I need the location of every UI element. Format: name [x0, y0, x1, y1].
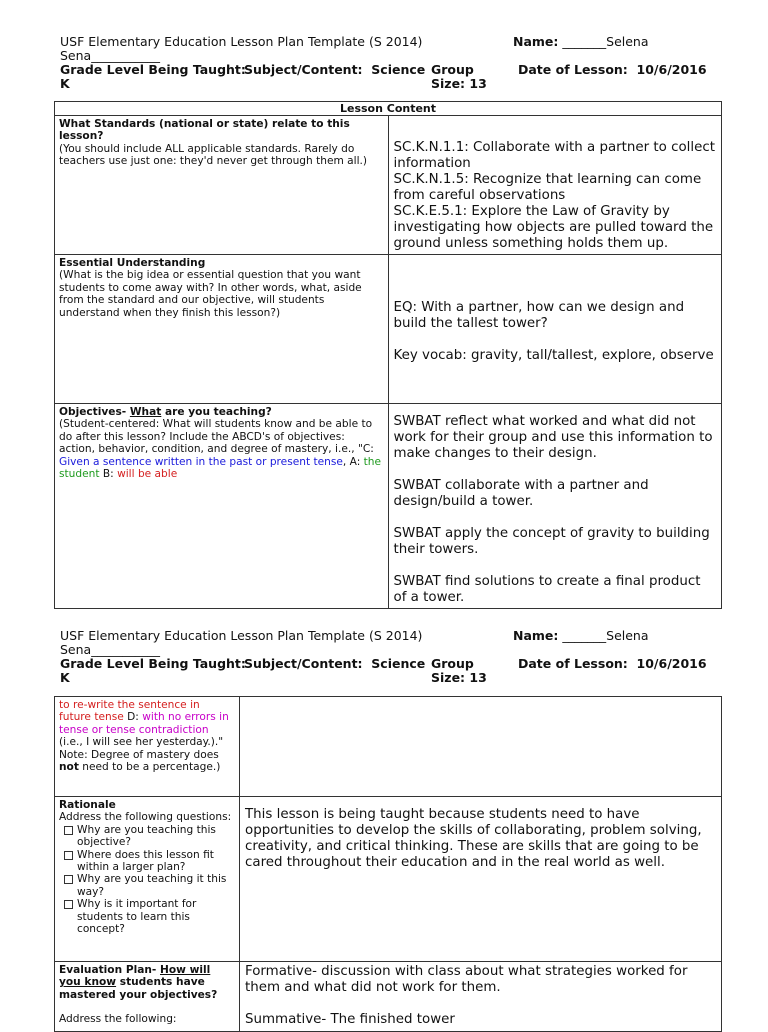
essential-title: Essential Understanding [59, 257, 206, 269]
group-size: Group Size: 13 [431, 656, 487, 685]
standards-title: What Standards (national or state) relate to this lesson? [59, 118, 350, 143]
rationale-title: Rationale [59, 799, 116, 811]
lesson-info-row [60, 657, 720, 685]
standard-item: SC.K.N.1.1: Collaborate with a partner to collect information [393, 140, 715, 171]
rationale-answer-cell [240, 797, 722, 962]
rationale-prompt-cell [55, 797, 240, 962]
summative-assessment: Summative- The finished tower [245, 1012, 455, 1027]
standard-item: SC.K.E.5.1: Explore the Law of Gravity by investigating how objects are pulled toward the ground unless something holds them up. [393, 204, 714, 251]
name-field: Name: _______Selena [513, 628, 649, 643]
lesson-table-page2 [54, 696, 722, 1032]
grade-level: Grade Level Being Taught: K [60, 656, 246, 685]
lesson-date: Date of Lesson: 10/6/2016 [518, 656, 707, 671]
name-field: Name: _______Selena [513, 34, 649, 49]
list-item: Where does this lesson fit within a larger plan? [59, 849, 235, 874]
group-size: Group Size: 13 [431, 62, 487, 91]
objective-item: SWBAT apply the concept of gravity to building their towers. [393, 526, 710, 557]
standards-prompt-cell [55, 116, 389, 255]
objectives-prompt: (Student-centered: What will students know and be able to do after this lesson? Include the ABCD's of objectives: action, behavior, condition, and degree of mastery, i.e., "C: Given a sentence written in the past or present tense, A: the student B: will be able [59, 418, 382, 481]
rationale-prompt: Address the following questions: [59, 811, 232, 824]
lesson-date: Date of Lesson: 10/6/2016 [518, 62, 707, 77]
page1-header [60, 35, 720, 91]
objective-item: SWBAT find solutions to create a final product of a tower. [393, 574, 701, 605]
lesson-content-title: Lesson Content [55, 102, 722, 116]
essential-answer-cell [388, 255, 722, 404]
standards-prompt: (You should include ALL applicable standards. Rarely do teachers use just one: they'd never get through them all.) [59, 142, 368, 168]
evaluation-answer-cell [240, 962, 722, 1032]
objectives-prompt-continued: to re-write the sentence in future tense D: with no errors in tense or tense contradiction (i.e., I will see her yesterday.)." Note: Degree of mastery does not need to be a percentage.) [55, 697, 240, 797]
standards-answer-cell [388, 116, 722, 255]
objective-item: SWBAT collaborate with a partner and design/build a tower. [393, 478, 649, 509]
subject: Subject/Content: Science [244, 62, 426, 77]
standard-item: SC.K.N.1.5: Recognize that learning can come from careful observations [393, 172, 702, 203]
key-vocab: Key vocab: gravity, tall/tallest, explore, observe [393, 348, 714, 363]
formative-assessment: Formative- discussion with class about what strategies worked for them and what did not work for them. [245, 964, 688, 995]
objectives-answer-continued [240, 697, 722, 797]
grade-level: Grade Level Being Taught: K [60, 62, 246, 91]
list-item: Why is it important for students to learn this concept? [59, 898, 235, 935]
evaluation-prompt-cell [55, 962, 240, 1032]
objectives-title: Objectives- What are you teaching? [59, 406, 272, 418]
list-item: Why are you teaching it this way? [59, 873, 235, 898]
lesson-table-page1 [54, 101, 722, 609]
lesson-info-row [60, 63, 720, 91]
subject: Subject/Content: Science [244, 656, 426, 671]
rationale-questions [59, 824, 235, 936]
template-title: USF Elementary Education Lesson Plan Template (S 2014) [60, 34, 423, 49]
template-title: USF Elementary Education Lesson Plan Template (S 2014) [60, 628, 423, 643]
evaluation-address: Address the following: [59, 1013, 177, 1026]
essential-question: EQ: With a partner, how can we design and build the tallest tower? [393, 300, 685, 331]
evaluation-title: Evaluation Plan- How will you know students have mastered your objectives? [59, 964, 218, 1001]
objectives-answer-cell [388, 404, 722, 609]
list-item: Why are you teaching this objective? [59, 824, 235, 849]
objectives-prompt-cell [55, 404, 389, 609]
essential-prompt: (What is the big idea or essential question that you want students to come away with? In other words, what, aside from the standard and our objective, will students understand when they finish this lesson?) [59, 269, 362, 319]
essential-prompt-cell [55, 255, 389, 404]
name-line2: Sena___________ [60, 642, 160, 657]
page2-header [60, 629, 720, 685]
rationale-text: This lesson is being taught because students need to have opportunities to develop the skills of collaborating, problem solving, creativity, and critical thinking. These are skills that are going to be cared throughout their education and in the real world as well. [245, 807, 702, 870]
name-line2: Sena___________ [60, 48, 160, 63]
objective-item: SWBAT reflect what worked and what did not work for their group and use this information to make changes to their design. [393, 414, 713, 461]
